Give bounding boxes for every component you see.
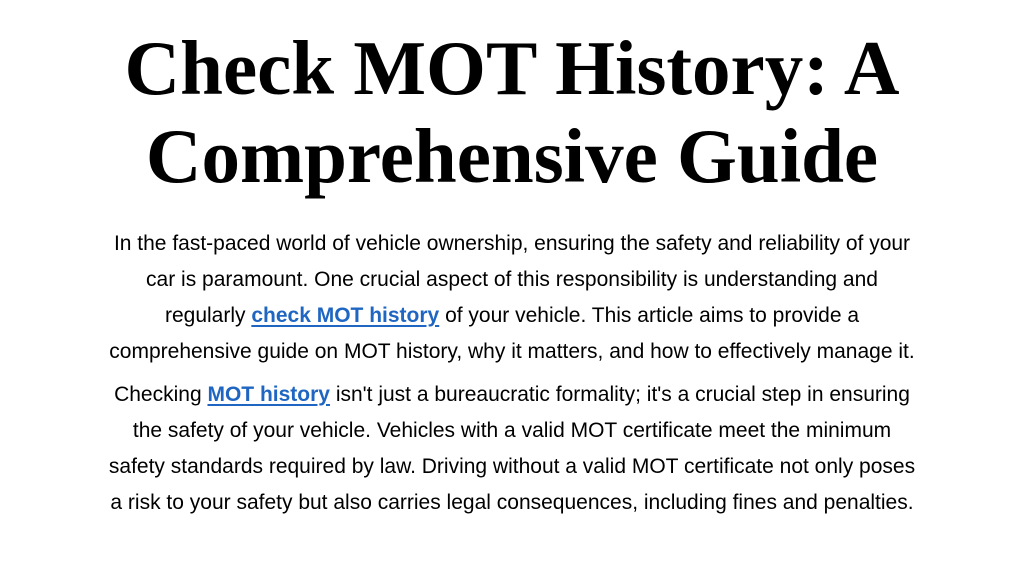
intro-line-2: car is paramount. One crucial aspect of this responsibility is understanding and	[146, 268, 878, 291]
safety-line-1-before: Checking	[114, 383, 208, 406]
intro-line-1: In the fast-paced world of vehicle ownership, ensuring the safety and reliability of your	[113, 232, 911, 255]
safety-line-1	[10, 377, 1014, 413]
safety-line-4: a risk to your safety but also carries legal consequences, including fines and penalties.	[110, 491, 914, 514]
safety-line-3: safety standards required by law. Driving without a valid MOT certificate not only poses	[108, 455, 916, 478]
page-title	[20, 24, 1004, 200]
title-line-1: Check MOT History: A	[124, 25, 900, 111]
intro-paragraph	[10, 226, 1014, 370]
intro-line-3-after: of your vehicle. This article aims to provide a	[439, 304, 860, 327]
safety-paragraph	[10, 377, 1014, 521]
title-line-2: Comprehensive Guide	[145, 113, 879, 199]
safety-line-2: the safety of your vehicle. Vehicles with a valid MOT certificate meet the minimum	[132, 419, 892, 442]
check-mot-history-link[interactable]: check MOT history	[251, 304, 440, 327]
intro-line-4: comprehensive guide on MOT history, why it matters, and how to effectively manage it.	[109, 340, 915, 363]
intro-line-3-before: regularly	[164, 304, 252, 327]
safety-line-1-after: isn't just a bureaucratic formality; it's a crucial step in ensuring	[329, 383, 910, 406]
mot-history-link[interactable]: MOT history	[207, 383, 330, 406]
intro-line-3	[10, 298, 1014, 334]
